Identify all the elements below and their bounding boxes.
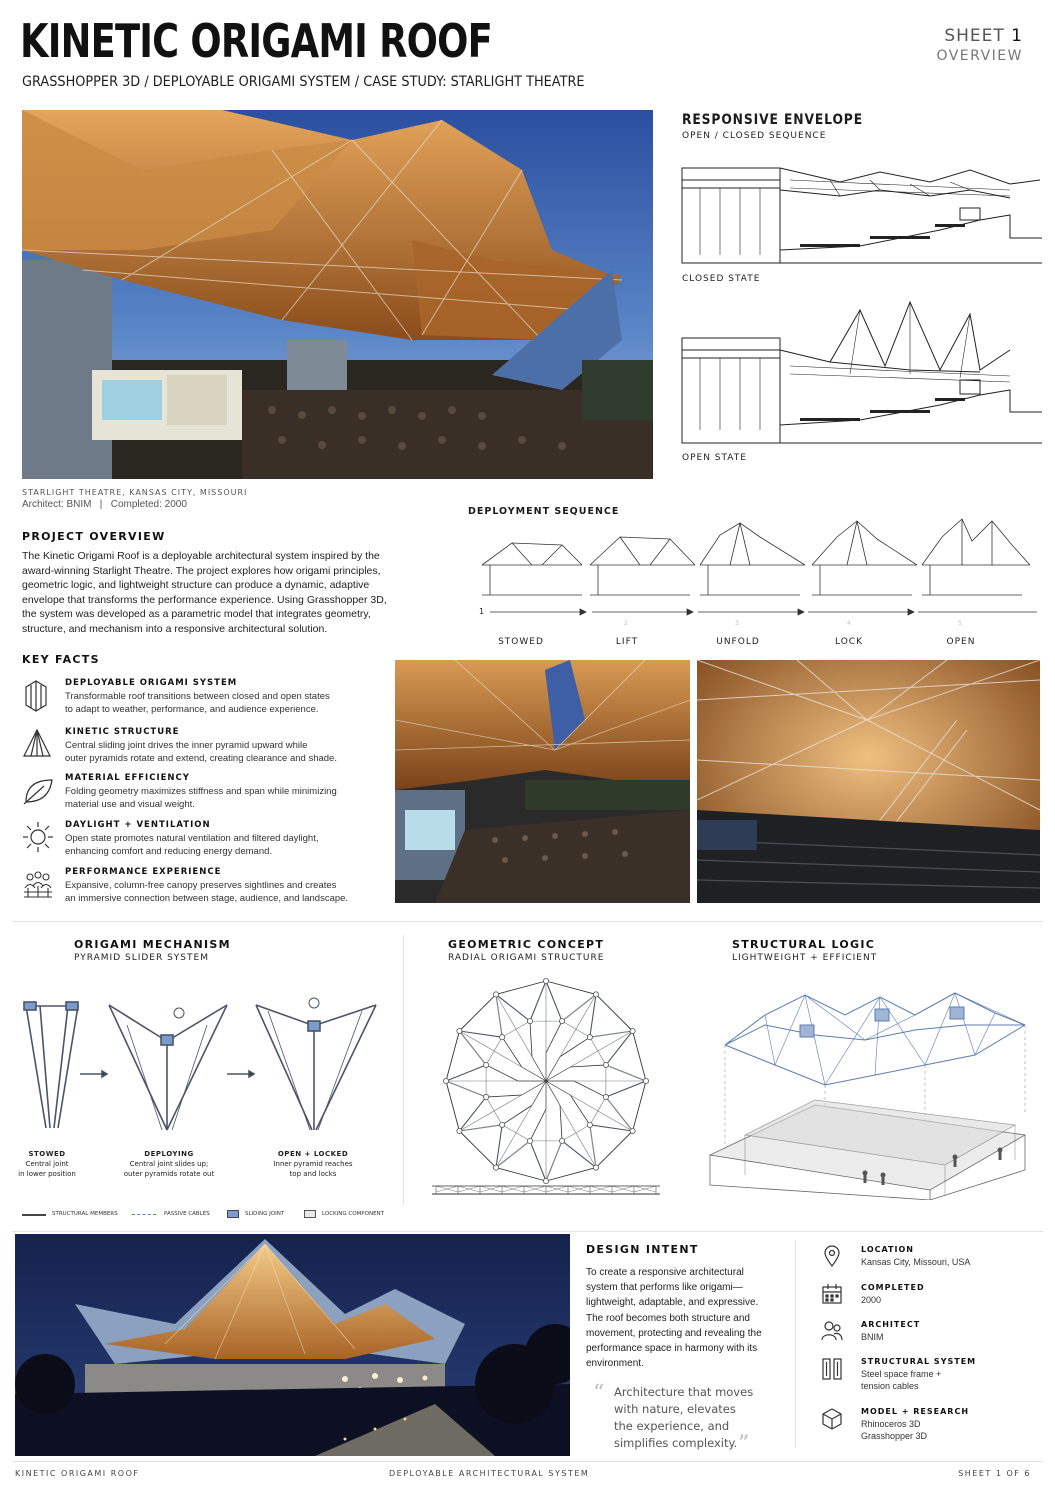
column-icon [821, 1357, 843, 1381]
deployment-step-2 [602, 631, 652, 649]
deployment-step-number: 2 [624, 620, 628, 627]
calendar-icon [821, 1283, 843, 1305]
info-title: MODEL + RESEARCH [861, 1407, 970, 1416]
key-fact-item [22, 866, 382, 910]
audience-icon [22, 870, 54, 900]
key-fact-title: PERFORMANCE EXPERIENCE [65, 867, 222, 877]
pyramid-icon [22, 728, 52, 760]
sun-icon [22, 821, 54, 853]
section-open-drawing [680, 300, 1042, 450]
open-state-label: OPEN STATE [682, 453, 747, 463]
page-subtitle: GRASSHOPPER 3D / DEPLOYABLE ORIGAMI SYSTEM / CASE STUDY: STARLIGHT THEATRE [22, 74, 585, 90]
mechanism-drawing [12, 970, 392, 1150]
info-value: tension cables [861, 1381, 919, 1391]
leaf-icon [22, 776, 54, 806]
mechanism-stage-line: in lower position [18, 1170, 76, 1178]
key-fact-item [22, 819, 382, 863]
mechanism-stage-line: Central joint slides up; [129, 1160, 209, 1168]
legend-label: PASSIVE CABLES [164, 1211, 210, 1217]
key-fact-title: MATERIAL EFFICIENCY [65, 773, 190, 783]
deployment-title: DEPLOYMENT SEQUENCE [468, 506, 620, 517]
people-icon [820, 1320, 844, 1342]
deployment-drawing [462, 515, 1042, 625]
info-value: Rhinoceros 3D [861, 1419, 921, 1429]
info-value: BNIM [861, 1332, 884, 1342]
legend-label: SLIDING JOINT [245, 1211, 285, 1217]
mechanism-legend [22, 1211, 402, 1223]
info-item [818, 1318, 1043, 1350]
quote-close-mark: ” [738, 1432, 750, 1457]
key-fact-line: Transformable roof transitions between closed and open states [65, 691, 330, 702]
legend-structural-swatch [22, 1214, 46, 1216]
mechanism-stage [8, 1149, 86, 1179]
mechanism-stage [258, 1149, 368, 1179]
section-divider [795, 1240, 796, 1448]
section-divider [12, 921, 1043, 922]
mechanism-stage [111, 1149, 227, 1179]
info-value: Steel space frame + [861, 1369, 942, 1379]
key-fact-title: DAYLIGHT + VENTILATION [65, 820, 211, 830]
legend-label: LOCKING COMPONENT [322, 1211, 385, 1217]
info-item [818, 1405, 1043, 1445]
legend-locking-swatch [304, 1210, 316, 1218]
interior-photo-left [395, 660, 690, 903]
deployment-step-number: 5 [958, 620, 962, 627]
key-fact-item [22, 677, 382, 721]
interior-photo-right [697, 660, 1040, 903]
legend-label: STRUCTURAL MEMBERS [52, 1211, 118, 1217]
sheet-number: 1 [1011, 26, 1023, 46]
overview-title: PROJECT OVERVIEW [22, 530, 166, 543]
deployment-step-label: LIFT [615, 637, 639, 647]
info-item [818, 1355, 1043, 1395]
key-fact-line: an immersive connection between stage, audience, and landscape. [65, 893, 349, 904]
mechanism-stage-line: Central joint [25, 1160, 69, 1168]
sheet-label: SHEET [944, 26, 1005, 46]
key-facts-title: KEY FACTS [22, 653, 100, 666]
hero-caption-location: STARLIGHT THEATRE, KANSAS CITY, MISSOURI [22, 488, 248, 497]
quote-line: the experience, and [614, 1419, 730, 1433]
deployment-step-number: 3 [735, 620, 739, 627]
info-value: 2000 [861, 1295, 882, 1305]
quote-line: Architecture that moves [614, 1385, 754, 1399]
key-fact-line: material use and visual weight. [65, 799, 195, 810]
structure-title: STRUCTURAL LOGIC [732, 938, 876, 951]
section-closed-drawing [680, 160, 1042, 270]
legend-sliding-swatch [227, 1210, 239, 1218]
hero-photo [22, 110, 653, 479]
deployment-step-label: OPEN [946, 637, 976, 647]
info-title: COMPLETED [861, 1283, 925, 1292]
exterior-night-photo [15, 1234, 570, 1456]
location-pin-icon [822, 1245, 842, 1267]
geometry-title: GEOMETRIC CONCEPT [448, 938, 605, 951]
envelope-title: RESPONSIVE ENVELOPE [682, 112, 864, 128]
deployment-step-number: 4 [847, 620, 851, 627]
mechanism-title: ORIGAMI MECHANISM [74, 938, 231, 951]
legend-cable-swatch [132, 1214, 156, 1215]
deployment-step-3 [713, 631, 763, 649]
info-value: Grasshopper 3D [861, 1431, 928, 1441]
mechanism-stage-line: outer pyramids rotate out [123, 1170, 215, 1178]
section-divider [12, 1231, 1043, 1232]
key-fact-line: enhancing comfort and reducing energy demand. [65, 846, 273, 857]
mechanism-stage-line: top and locks [289, 1170, 337, 1178]
key-fact-line: Central sliding joint drives the inner pyramid upward while [65, 740, 308, 751]
info-title: LOCATION [861, 1245, 914, 1254]
footer-right: SHEET 1 OF 6 [958, 1469, 1031, 1478]
key-fact-line: Expansive, column-free canopy preserves sightlines and creates [65, 880, 337, 891]
key-fact-line: Open state promotes natural ventilation and filtered daylight, [65, 833, 319, 844]
key-fact-item [22, 772, 382, 816]
cube-icon [820, 1407, 844, 1431]
footer-left: KINETIC ORIGAMI ROOF [15, 1469, 140, 1478]
key-fact-title: DEPLOYABLE ORIGAMI SYSTEM [65, 678, 238, 688]
deployment-step-numbers [462, 620, 1042, 630]
key-fact-line: to adapt to weather, performance, and audience experience. [65, 704, 319, 715]
deployment-step-label: LOCK [835, 637, 863, 647]
mechanism-stage-line: Inner pyramid reaches [273, 1160, 353, 1168]
sheet-indicator [936, 26, 1023, 64]
key-fact-line: outer pyramids rotate and extend, creating clearance and shade. [65, 753, 337, 764]
mechanism-subtitle: PYRAMID SLIDER SYSTEM [74, 953, 209, 963]
key-fact-line: Folding geometry maximizes stiffness and span while minimizing [65, 786, 337, 797]
geometry-subtitle: RADIAL ORIGAMI STRUCTURE [448, 953, 605, 963]
info-item [818, 1281, 1043, 1313]
mechanism-stage-title: STOWED [28, 1150, 66, 1158]
origami-panel-icon [22, 679, 50, 713]
overview-text: The Kinetic Origami Roof is a deployable architectural system inspired by the award-winning Starlight Theatre. The project explores how origami principles, geometric logic, and lightweight structure can produce a dynamic, adaptive envelope that transforms the performance experience. Using Grasshopper 3D, the system was developed as a parametric model that integrates geometry, structure, and mechanism into a responsive architectural solution. [22, 550, 387, 635]
hero-caption-details: Architect: BNIM | Completed: 2000 [22, 499, 187, 510]
structure-subtitle: LIGHTWEIGHT + EFFICIENT [732, 953, 878, 963]
info-value: Kansas City, Missouri, USA [861, 1257, 971, 1267]
deployment-step-4 [824, 631, 874, 649]
key-fact-item [22, 726, 382, 770]
quote-line: with nature, elevates [614, 1402, 736, 1416]
deployment-step-1 [496, 631, 546, 649]
quote-open-mark: “ [593, 1381, 605, 1406]
deployment-step-label: UNFOLD [716, 637, 760, 647]
radial-geometry-drawing [422, 966, 670, 1206]
footer-center: DEPLOYABLE ARCHITECTURAL SYSTEM [389, 1469, 590, 1478]
page-title: KINETIC ORIGAMI ROOF [20, 14, 492, 68]
info-item [818, 1243, 1043, 1275]
intent-title: DESIGN INTENT [586, 1243, 699, 1256]
envelope-subtitle: OPEN / CLOSED SEQUENCE [682, 131, 827, 141]
mechanism-stage-title: DEPLOYING [144, 1150, 194, 1158]
footer-divider [12, 1461, 1043, 1462]
deployment-step-5 [936, 631, 986, 649]
section-divider [403, 935, 404, 1205]
deployment-start-number: 1 [479, 607, 485, 616]
closed-state-label: CLOSED STATE [682, 274, 761, 284]
sheet-section: OVERVIEW [936, 48, 1023, 64]
info-title: ARCHITECT [861, 1320, 921, 1329]
quote-line: simplifies complexity. [614, 1436, 738, 1450]
mechanism-stage-title: OPEN + LOCKED [277, 1150, 349, 1158]
structural-axonometric-drawing [705, 985, 1035, 1200]
intent-text: To create a responsive architectural system that performs like origami—lightweight, adaptable, and expressive. The roof becomes both structure and movement, protecting and revealing the performance space in harmony with its environment. [586, 1267, 762, 1370]
deployment-step-label: STOWED [498, 637, 544, 647]
info-title: STRUCTURAL SYSTEM [861, 1357, 977, 1366]
key-fact-title: KINETIC STRUCTURE [65, 727, 180, 737]
